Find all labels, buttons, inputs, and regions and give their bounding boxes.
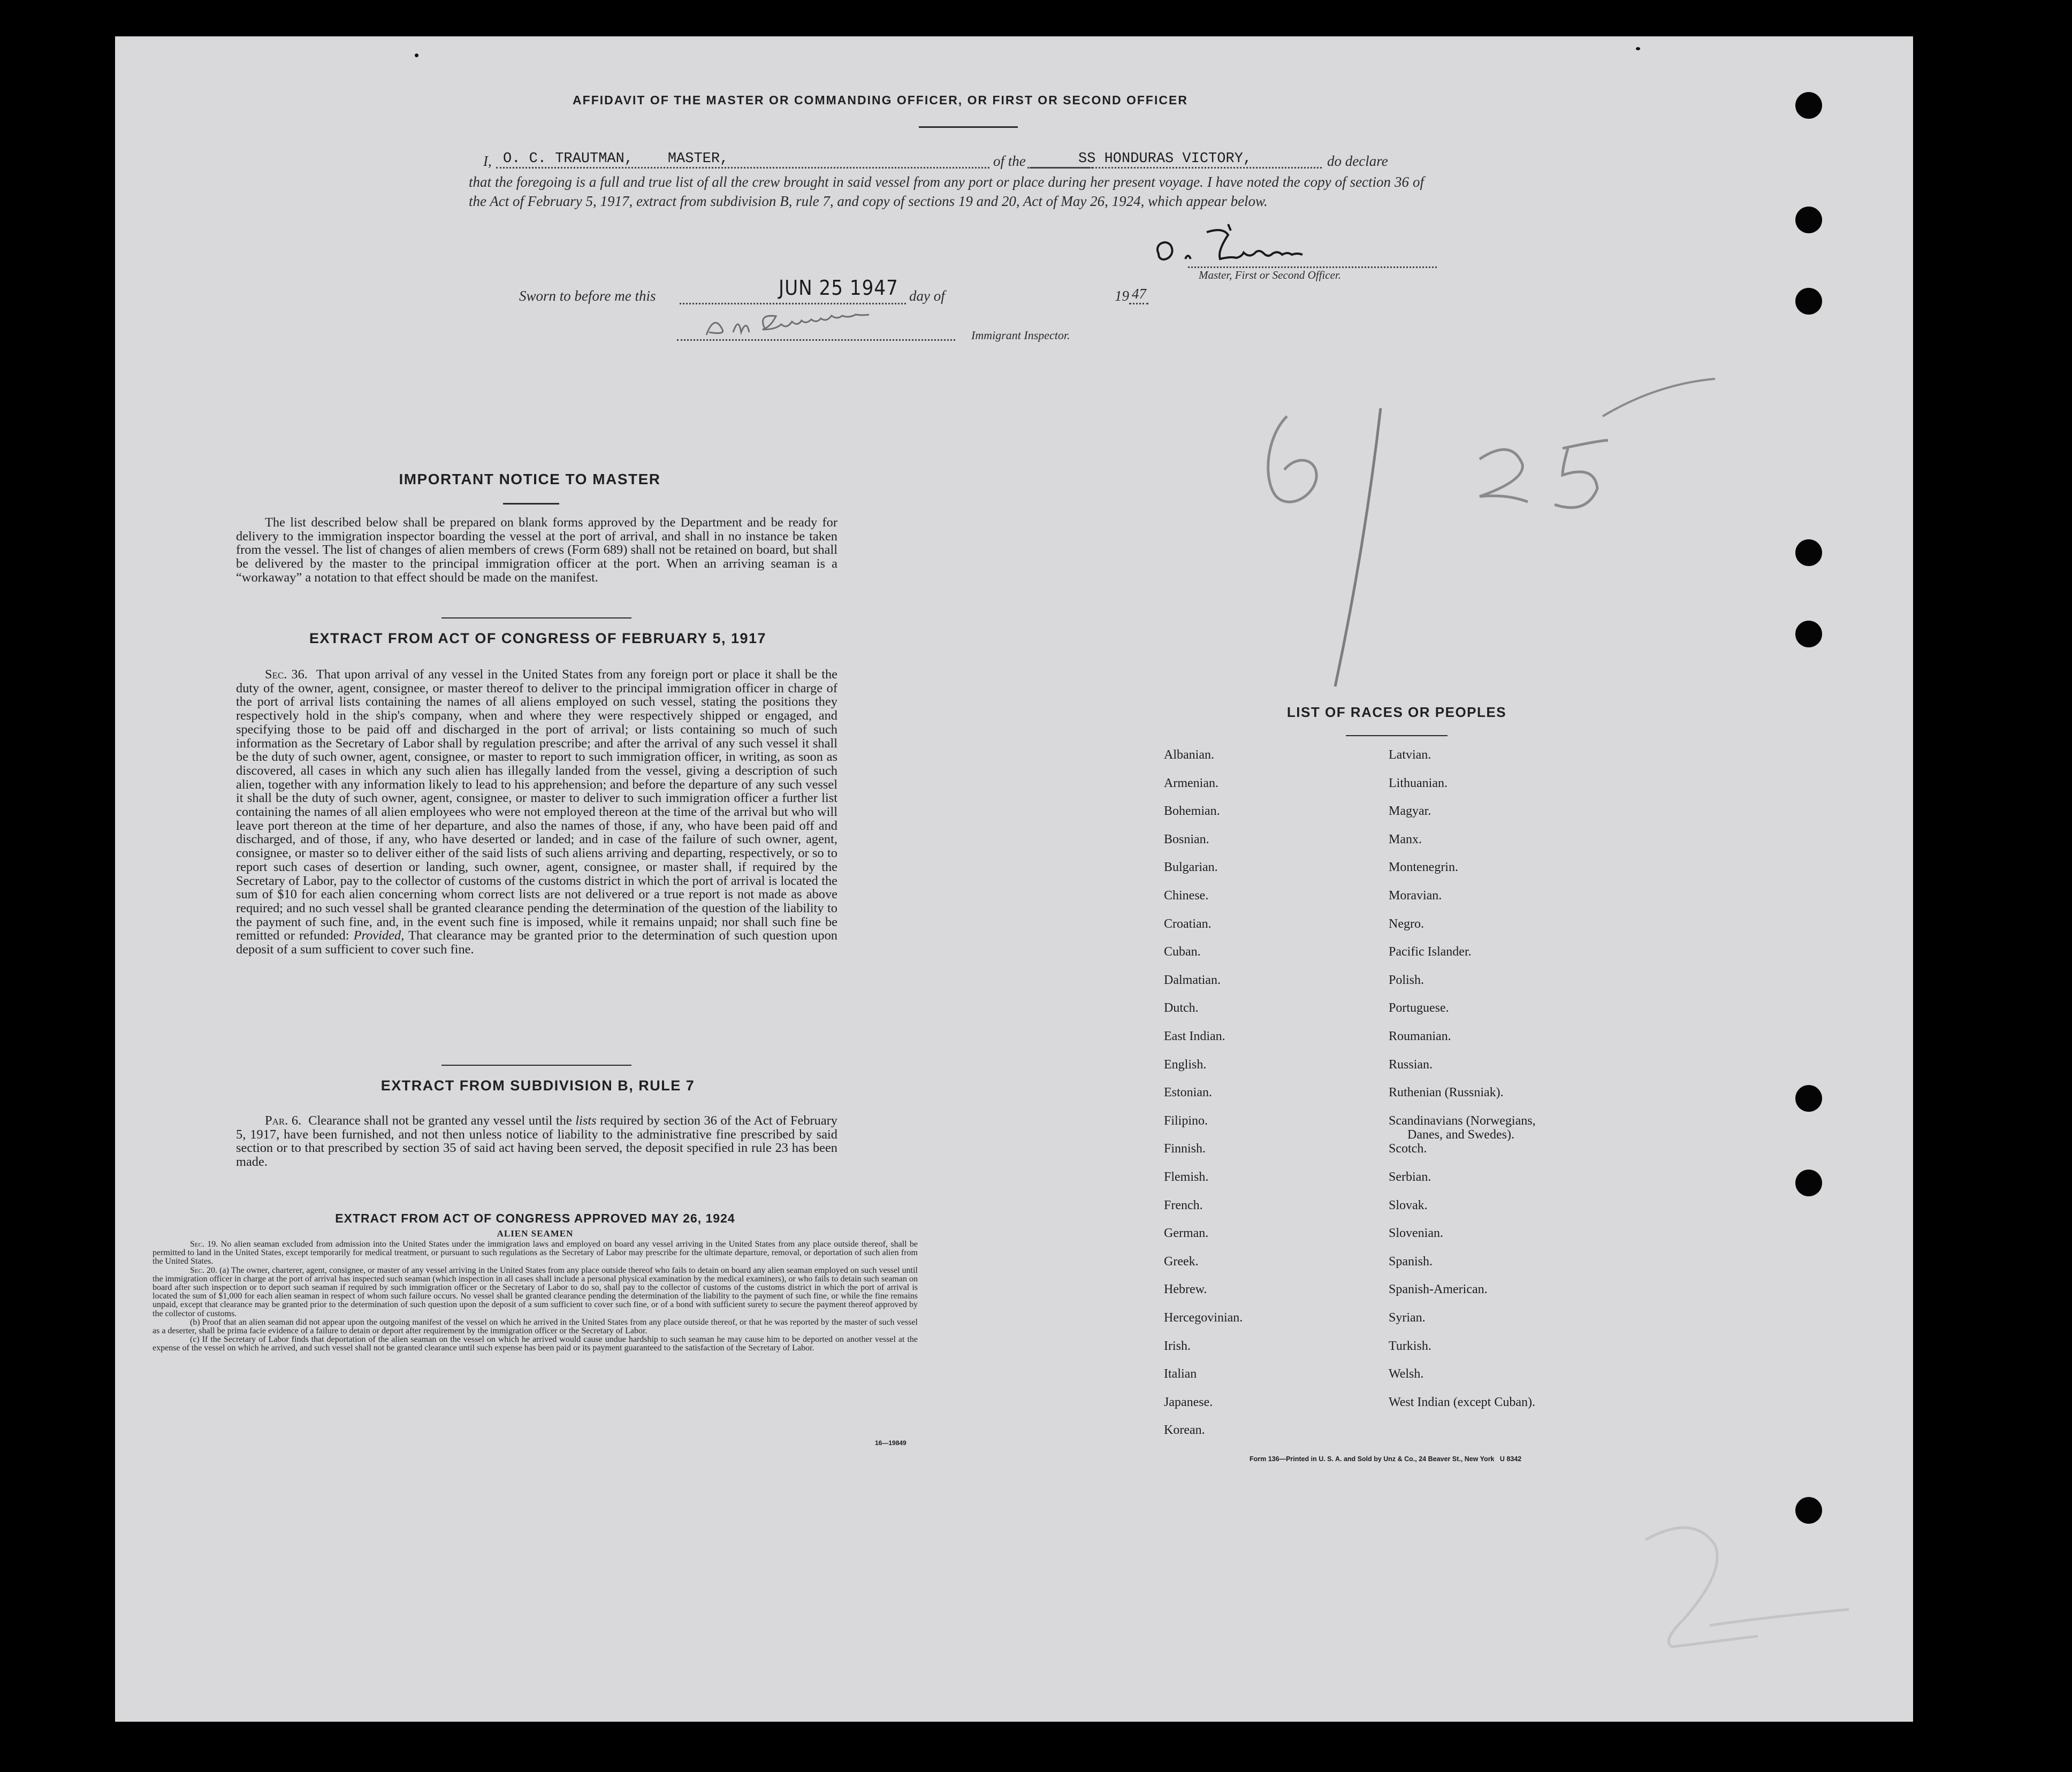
notice-title: IMPORTANT NOTICE TO MASTER: [399, 471, 661, 487]
sec-19-text: No alien seaman excluded from admission into the United States under the immigration laws and employed on board any vessel arriving in the United States from any place outside thereof, shall be permitted to land in the United States, except temporarily for medical treatment, or pursuant to such regulations as the Secretary of Labor may prescribe for the ultimate departure, removal, or deportation of such alien from the United States.: [153, 1240, 918, 1266]
races-title: LIST OF RACES OR PEOPLES: [1286, 704, 1507, 720]
race-item: Japanese.: [1164, 1395, 1213, 1409]
rule-7-text-a: Clearance shall not be granted any vessel until the: [308, 1113, 572, 1128]
race-item: Roumanian.: [1389, 1029, 1451, 1043]
rule-7-title: EXTRACT FROM SUBDIVISION B, RULE 7: [380, 1078, 695, 1094]
printer-imprint: Form 136—Printed in U. S. A. and Sold by Unz & Co., 24 Beaver St., New York U 8342: [1250, 1455, 1522, 1463]
race-item: Finnish.: [1164, 1142, 1206, 1156]
date-stamp: JUN 25 1947: [779, 276, 898, 300]
lists-term: lists: [575, 1113, 597, 1128]
sec-20a-text: (a) The owner, charterer, agent, consignee, or master of any vessel arriving in the United States from any place outside thereof who fails to detain on board any alien seaman employed on such vessel until the immigration officer in charge at the port of arrival has inspected such seaman (which inspection in all cases shall include a personal physical examination by the medical examiners), or who fails to detain such seaman on board after such inspection or to deport such seaman if required by such immigration officer or the Secretary of Labor to do so, shall pay to the collector of customs of the customs district in which the port of arrival is located the sum of $1,000 for each alien seaman in respect of whom such failure occurs. No vessel shall be granted clearance pending the determination of the liability to the payment of such fine, or while the fine remains unpaid, except that clearance may be granted prior to the determination of such question upon the deposit of a sum sufficient to cover such fine, or of a bond with sufficient surety to secure the payment thereof approved by the collector of customs.: [153, 1265, 918, 1318]
inspector-line: [677, 339, 955, 341]
binder-hole: [1795, 1085, 1822, 1112]
race-item: Cuban.: [1164, 945, 1201, 959]
race-item: Slovenian.: [1389, 1226, 1443, 1241]
binder-hole: [1795, 539, 1822, 566]
race-item: Welsh.: [1389, 1367, 1424, 1381]
race-item: French.: [1164, 1198, 1203, 1212]
race-item: Syrian.: [1389, 1311, 1426, 1325]
master-name: O. C. TRAUTMAN, MASTER,: [503, 151, 729, 167]
binder-hole: [1795, 288, 1822, 315]
race-item: Albanian.: [1164, 748, 1214, 762]
race-item: Filipino.: [1164, 1113, 1208, 1128]
race-item: Negro.: [1389, 916, 1424, 931]
sec-36-label: Sec. 36.: [265, 667, 308, 682]
title-rule: [919, 126, 1018, 128]
do-declare-label: do declare: [1327, 153, 1388, 169]
sec-19-label: Sec. 19.: [190, 1240, 218, 1249]
race-item: Flemish.: [1164, 1170, 1209, 1184]
inspector-caption: Immigrant Inspector.: [971, 329, 1070, 342]
binder-hole: [1795, 92, 1822, 119]
binder-hole: [1795, 621, 1822, 647]
handwritten-number: [1635, 1518, 1860, 1679]
race-item: West Indian (except Cuban).: [1389, 1395, 1535, 1409]
race-item: Polish.: [1389, 973, 1425, 987]
race-item: Scandinavians (Norwegians,: [1389, 1113, 1536, 1128]
handwritten-date: [1255, 368, 1790, 700]
document-sheet: [115, 36, 1913, 1722]
race-item: Dalmatian.: [1164, 973, 1221, 987]
race-item: German.: [1164, 1226, 1209, 1241]
form-code: 16—19849: [875, 1439, 907, 1447]
speck: [1636, 47, 1640, 50]
par-6-label: Par. 6.: [265, 1113, 302, 1128]
race-item: Russian.: [1389, 1057, 1433, 1072]
race-item: English.: [1164, 1057, 1207, 1072]
vessel-name: SS HONDURAS VICTORY,: [1078, 151, 1252, 167]
affidavit-prefix: I,: [483, 153, 492, 169]
race-item: Slovak.: [1389, 1198, 1428, 1212]
binder-hole: [1795, 1170, 1822, 1196]
signature-line: [1188, 266, 1437, 268]
provided-term: Provided,: [353, 928, 405, 943]
speck: [415, 54, 418, 57]
affidavit-body: that the foregoing is a full and true list of all the crew brought in said vessel from any port or place during her present voyage. I have noted the copy of section 36 of the Act of February 5, 1917, extract from subdivision B, rule 7, and copy of sections 19 and 20, Act of May 26, 1924, which appear below.: [469, 174, 1424, 209]
signature-caption: Master, First or Second Officer.: [1199, 269, 1341, 281]
extract-1924-title: EXTRACT FROM ACT OF CONGRESS APPROVED MAY 26, 1924: [335, 1211, 735, 1225]
race-item: Danes, and Swedes).: [1407, 1127, 1514, 1142]
notice-rule: [503, 503, 559, 505]
race-item: Estonian.: [1164, 1086, 1212, 1100]
alien-seamen-subtitle: ALIEN SEAMEN: [497, 1228, 574, 1239]
race-item: Greek.: [1164, 1254, 1199, 1269]
of-the-label: of the: [990, 153, 1029, 170]
race-item: Lithuanian.: [1389, 776, 1448, 790]
race-item: Manx.: [1389, 832, 1422, 846]
year-handwritten: 47: [1132, 286, 1146, 302]
extract-1917-end-rule: [441, 1065, 631, 1066]
race-item: Bohemian.: [1164, 804, 1220, 819]
race-item: Chinese.: [1164, 889, 1209, 903]
sec-36-end: That clearance may be granted prior to the determination of such question upon deposit of a sum sufficient to cover such fine.: [236, 928, 837, 957]
race-item: Spanish.: [1389, 1254, 1433, 1269]
race-item: Bosnian.: [1164, 832, 1209, 846]
affidavit-title: AFFIDAVIT OF THE MASTER OR COMMANDING OFFICER, OR FIRST OR SECOND OFFICER: [573, 93, 1188, 107]
race-item: Moravian.: [1389, 889, 1442, 903]
rule-7-text-b: required by section 36 of the Act of February 5, 1917, have been furnished, and not then unless notice of liability to the administrative fine prescribed by said section or to that prescribed by section 35 of said act having been served, the deposit specified in rule 23 has been made.: [236, 1113, 837, 1170]
race-item: Spanish-American.: [1389, 1282, 1488, 1297]
race-item: Portuguese.: [1389, 1001, 1449, 1015]
notice-body: The list described below shall be prepared on blank forms approved by the Department and be ready for delivery to the immigration inspector boarding the vessel at the port of arrival, and shall in no instance be taken from the vessel. The list of changes of alien members of crews (Form 689) shall not be retained on board, but shall be delivered by the master to the principal immigration officer at the port. When an arriving seaman is a “workaway” a notation to that effect should be made on the manifest.: [236, 515, 837, 585]
race-item: Montenegrin.: [1389, 860, 1458, 875]
year-prefix: 19: [1115, 288, 1129, 304]
race-item: Bulgarian.: [1164, 860, 1218, 875]
races-rule: [1346, 735, 1448, 736]
race-item: Hercegovinian.: [1164, 1311, 1243, 1325]
race-item: Irish.: [1164, 1339, 1191, 1353]
race-item: Italian: [1164, 1367, 1197, 1381]
vessel-line: [1027, 167, 1322, 169]
race-item: Ruthenian (Russniak).: [1389, 1086, 1504, 1100]
extract-1917-body: [236, 668, 837, 957]
sworn-date-line: [680, 303, 944, 304]
binder-hole: [1795, 207, 1822, 233]
race-item: Croatian.: [1164, 916, 1212, 931]
year-line: [1129, 303, 1148, 304]
rule-7-body: [236, 1114, 837, 1169]
notice-end-rule: [441, 617, 631, 618]
race-item: Hebrew.: [1164, 1282, 1207, 1297]
race-item: Scotch.: [1389, 1142, 1427, 1156]
race-item: Turkish.: [1389, 1339, 1431, 1353]
race-item: Pacific Islander.: [1389, 945, 1472, 959]
race-item: Korean.: [1164, 1423, 1205, 1438]
extract-1917-title: EXTRACT FROM ACT OF CONGRESS OF FEBRUARY 5, 1917: [309, 630, 767, 646]
sec-20b-text: (b) Proof that an alien seaman did not appear upon the outgoing manifest of the vessel on which he arrived in the United States from any place outside thereof, or that he was reported by the master of such vessel as a deserter, shall be prima facie evidence of a failure to detain or deport after requirement by the immigration officer or the Secretary of Labor.: [153, 1317, 918, 1336]
race-item: Latvian.: [1389, 748, 1431, 762]
race-item: Armenian.: [1164, 776, 1218, 790]
sworn-label: Sworn to before me this: [519, 288, 656, 304]
race-item: Serbian.: [1389, 1170, 1431, 1184]
sec-20-label: Sec. 20.: [190, 1265, 218, 1275]
sec-36-text: That upon arrival of any vessel in the United States from any foreign port or place it shall be the duty of the owner, agent, consignee, or master thereof to deliver to the principal immigration officer in charge of the port of arrival lists containing the names of all aliens employed on such vessel, stating the positions they respectively hold in the ship's company, when and where they were respectively shipped or engaged, and specifying those to be paid off and discharged in the port of arrival; or lists containing so much of such information as the Secretary of Labor shall by regulation prescribe; and after the arrival of any such vessel it shall be the duty of such owner, agent, consignee, or master to report to such immigration officer, in writing, as soon as discovered, all cases in which any such alien has illegally landed from the vessel, giving a description of such alien, together with any information likely to lead to his apprehension; and before the departure of any such vessel it shall be the duty of such owner, agent, consignee, or master to deliver to such immigration officer a further list containing the names of all alien employees who were not employed thereon at the time of the arrival but who will leave port thereon at the time of her departure, and also the names of those, if any, who have been paid off and discharged, and of those, if any, who have deserted or landed; and in case of the failure of such owner, agent, consignee, or master so to deliver either of the said lists of such aliens arriving and departing, respectively, or so to report such cases of desertion or landing, such owner, agent, consignee, or master shall, if required by the Secretary of Labor, pay to the collector of customs of the customs district in which the port of arrival is located the sum of $10 for each alien concerning whom correct lists are not delivered or a true report is not made as above required; and no such vessel shall be granted clearance pending the determination of the question of the liability to the payment of such fine, and, in the event such fine is imposed, while it remains unpaid; nor shall such fine be remitted or refunded:: [236, 667, 837, 943]
race-item: East Indian.: [1164, 1029, 1225, 1043]
extract-1924-body: [153, 1240, 918, 1353]
race-item: Dutch.: [1164, 1001, 1199, 1015]
sec-20c-text: (c) If the Secretary of Labor finds that deportation of the alien seaman on the vessel on which he arrived would cause undue hardship to such seaman he may cause him to be deported on another vessel at the expense of the vessel on which he arrived, and such vessel shall not be granted clearance until such expense has been paid or its payment guaranteed to the satisfaction of the Secretary of Labor.: [153, 1335, 918, 1353]
day-of-label: day of: [907, 288, 947, 304]
race-item: Magyar.: [1389, 804, 1431, 819]
